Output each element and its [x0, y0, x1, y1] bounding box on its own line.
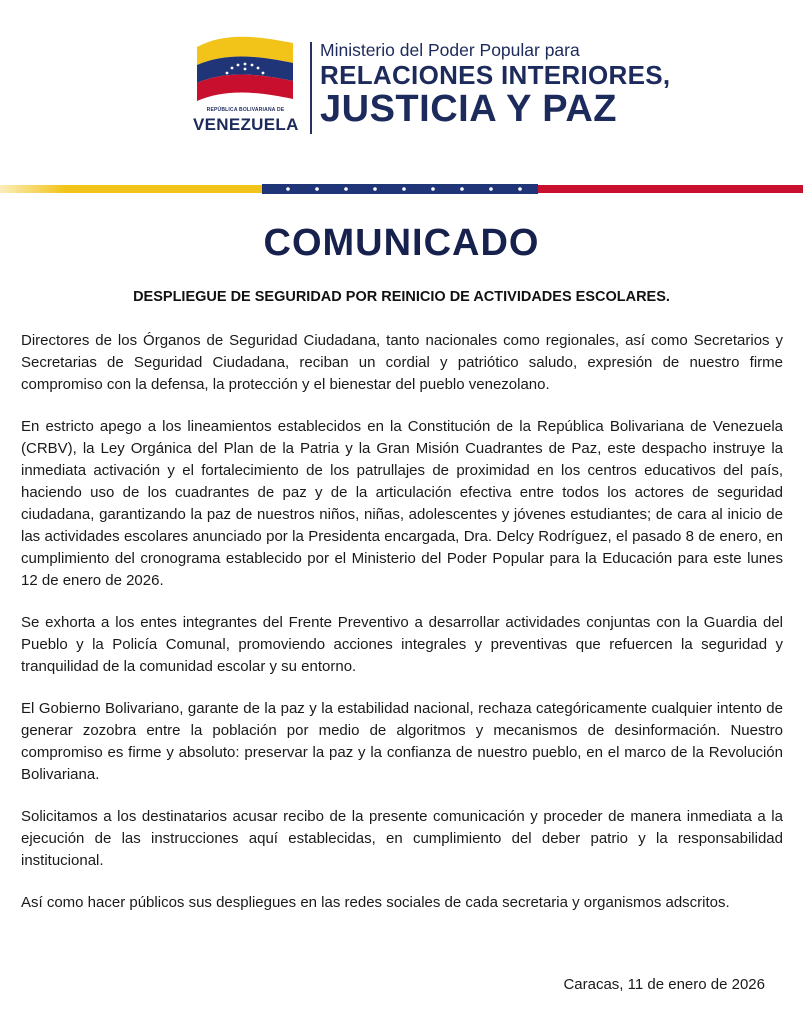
document-body [21, 330, 783, 934]
body-paragraph: Así como hacer públicos sus despliegues en las redes sociales de cada secretaria y organismos adscritos. [21, 894, 730, 911]
ministry-line-3: JUSTICIA Y PAZ [320, 88, 617, 130]
place-and-date: Caracas, 11 de enero de 2026 [563, 976, 765, 993]
document-subtitle: DESPLIEGUE DE SEGURIDAD POR REINICIO DE ACTIVIDADES ESCOLARES. [133, 289, 670, 305]
tricolor-stripe [0, 184, 803, 194]
body-paragraph: Directores de los Órganos de Seguridad Ciudadana, tanto nacionales como regionales, así como Secretarios y Secretarias de Seguridad Ciudadana, reciban un cordial y patriótico saludo, expresión de nuestro firme compromiso con la defensa, la protección y el bienestar del pueblo venezolano. [21, 332, 783, 393]
body-paragraph: Se exhorta a los entes integrantes del Frente Preventivo a desarrollar actividades conjuntas con la Guardia del Pueblo y la Policía Comunal, promoviendo acciones integrales y preventivas que refuercen la seguridad y tranquilidad de la comunidad escolar y su entorno. [21, 614, 783, 675]
republic-label: REPÚBLICA BOLIVARIANA DE [206, 107, 285, 113]
flag-icon [193, 33, 298, 105]
ministry-name [320, 40, 670, 128]
body-paragraph: Solicitamos a los destinatarios acusar recibo de la presente comunicación y proceder de manera inmediata a la ejecución de las instrucciones aquí establecidas, en cumplimiento del deber patrio y la responsabilidad institucional. [21, 808, 783, 869]
ministry-line-1: Ministerio del Poder Popular para [320, 40, 580, 60]
letterhead [0, 0, 803, 180]
body-paragraph: El Gobierno Bolivariano, garante de la paz y la estabilidad nacional, rechaza categóricamente cualquier intento de generar zozobra entre la población por medio de algoritmos y mecanismos de desinformación. Nuestro compromiso es firme y absoluto: preservar la paz y la confianza de nuestro pueblo, en el marco de la Revolución Bolivariana. [21, 700, 783, 783]
ministry-line-2: RELACIONES INTERIORES, [320, 60, 671, 90]
body-paragraph: En estricto apego a los lineamientos establecidos en la Constitución de la República Bolivariana de Venezuela (CRBV), la Ley Orgánica del Plan de la Patria y la Gran Misión Cuadrantes de Paz, este despacho instruye la inmediata activación y el fortalecimiento de los patrullajes de proximidad en los centros educativos del país, haciendo uso de los cuadrantes de paz y de la articulación efectiva entre todos los actores de seguridad ciudadana, garantizando la paz de nuestros niños, niñas, adolescentes y jóvenes estudiantes; de cara al inicio de las actividades escolares anunciado por la Presidenta encargada, Dra. Delcy Rodríguez, el pasado 8 de enero, en cumplimiento del cronograma establecido por el Ministerio del Poder Popular para la Educación para este lunes 12 de enero de 2026. [21, 418, 783, 589]
document-title: COMUNICADO [263, 222, 540, 264]
country-label: VENEZUELA [193, 115, 299, 134]
venezuela-flag-logo [193, 33, 298, 135]
header-divider [310, 42, 312, 134]
